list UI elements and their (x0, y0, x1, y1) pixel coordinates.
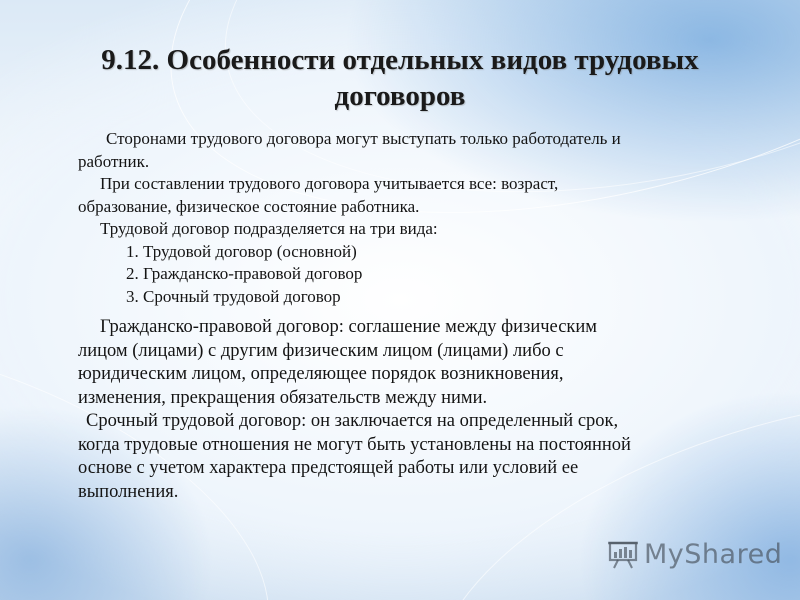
paragraph-line: выполнения. (78, 481, 179, 502)
paragraph-line: При составлении трудового договора учитывается все: возраст, (100, 174, 559, 193)
paragraph-line: юридическим лицом, определяющее порядок возникновения, (78, 364, 564, 384)
slide-title-line: договоров (334, 80, 466, 112)
paragraph-line: когда трудовые отношения не могут быть установлены на постоянной (78, 434, 631, 455)
slide-title (60, 42, 740, 114)
paragraph-line: образование, физическое состояние работника. (78, 196, 420, 216)
paragraph-line: Гражданско-правовой договор: соглашение между физическим (100, 317, 597, 337)
paragraph-line: изменения, прекращения обязательств между ними. (78, 387, 488, 408)
definitions-block (78, 316, 758, 504)
paragraph-line: Срочный трудовой договор: он заключается на определенный срок, (86, 411, 619, 431)
paragraph-line: Сторонами трудового договора могут выступать только работодатель и (106, 129, 621, 148)
list-item: 3. Срочный трудовой договор (126, 286, 341, 306)
paragraph-line: работник. (78, 151, 150, 171)
list-item: 1. Трудовой договор (основной) (126, 241, 357, 261)
list-item: 2. Гражданско-правовой договор (126, 264, 363, 283)
paragraph-line: основе с учетом характера предстоящей работы или условий ее (78, 458, 579, 478)
watermark-text: MyShared (644, 538, 783, 570)
paragraph-line: Трудовой договор подразделяется на три вида: (100, 219, 438, 238)
presentation-board-icon (606, 538, 640, 570)
slide-title-line: 9.12. Особенности отдельных видов трудовых (101, 44, 699, 76)
intro-block (78, 128, 758, 308)
paragraph-line: лицом (лицами) с другим физическим лицом (лицами) либо с (78, 340, 564, 361)
slide-content (78, 128, 758, 504)
myshared-watermark (606, 538, 782, 570)
